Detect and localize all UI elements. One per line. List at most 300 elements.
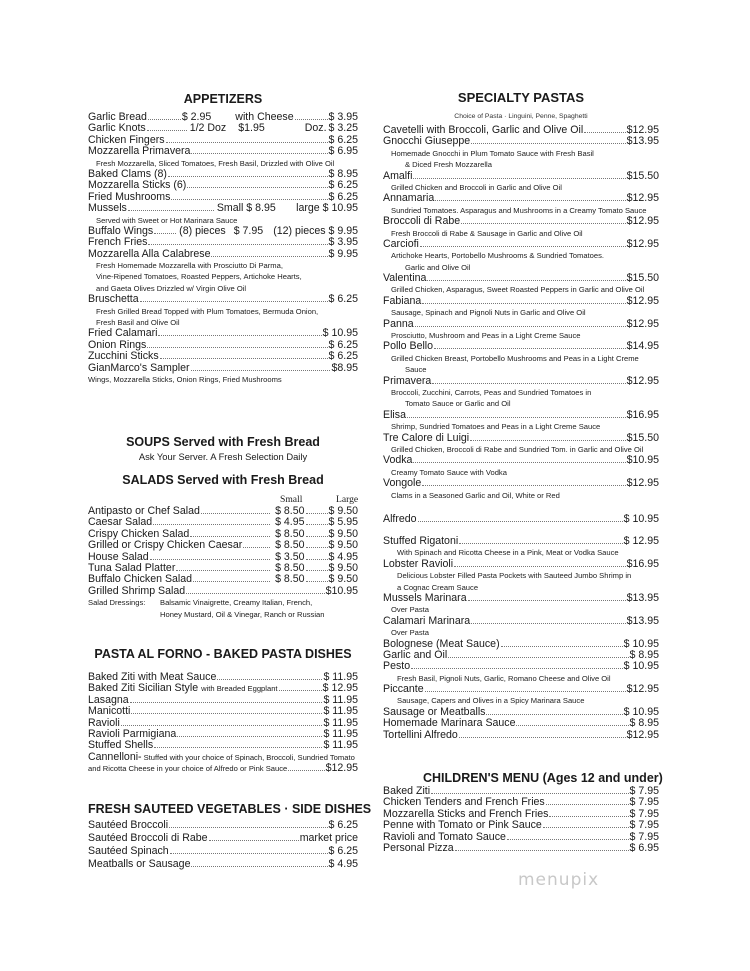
sides-list — [88, 819, 358, 871]
menu-item — [88, 351, 358, 362]
item-description: Delicious Lobster Filled Pasta Pockets with Sauteed Jumbo Shrimp in — [397, 571, 632, 581]
item-name: Chicken Fingers — [88, 133, 165, 146]
item-price-large: $ 9.50 — [328, 505, 358, 517]
dot-leader — [121, 725, 323, 726]
item-name: Amalfi — [383, 169, 413, 182]
item-price: $ 11.95 — [323, 693, 358, 706]
dot-leader — [422, 485, 625, 486]
menu-item — [88, 586, 358, 597]
item-name: Mussels Marinara — [383, 591, 467, 604]
item-name: Mozzarella Alla Calabrese — [88, 247, 211, 260]
item-name: Baked Ziti with Meat Sauce — [88, 671, 217, 683]
item-description: Fresh Grilled Bread Topped with Plum Tomatoes, Bermuda Onion, — [96, 306, 319, 316]
specialty-heading: SPECIALTY PASTAS — [457, 90, 585, 105]
item-name: GianMarco's Sampler — [88, 361, 190, 374]
item-variant: (8) pieces — [179, 224, 226, 237]
dot-leader — [169, 827, 327, 828]
item-name: Buffalo Chicken Salad — [88, 573, 193, 586]
item-description: Served with Sweet or Hot Marinara Sauce — [96, 215, 238, 225]
dot-leader — [153, 524, 269, 525]
item-price: $ 6.95 — [629, 841, 659, 854]
item-price: $12.95 — [626, 683, 659, 696]
item-price: $ 6.25 — [328, 338, 358, 351]
sides-heading: FRESH SAUTEED VEGETABLES · SIDE DISHES — [88, 802, 372, 816]
item-price: $ 11.95 — [323, 705, 358, 718]
children-heading: CHILDREN'S MENU (Ages 12 and under) — [423, 771, 663, 785]
dot-leader — [217, 679, 322, 680]
dot-leader — [306, 536, 328, 537]
soups-note: Ask Your Server. A Fresh Selection Daily — [138, 451, 308, 462]
menu-item — [383, 536, 659, 547]
menu-item — [383, 273, 659, 284]
menu-item — [383, 843, 659, 854]
item-name: Ravioli and Tomato Sauce — [383, 830, 506, 843]
item-name: Mozzarella Sticks and French Fries — [383, 807, 549, 820]
item-name: Mozzarella Sticks (6) — [88, 179, 187, 192]
item-price: $ 8.95 — [328, 167, 358, 180]
menu-item — [383, 319, 659, 330]
children-list — [383, 786, 659, 854]
item-name: Zucchini Sticks — [88, 350, 159, 363]
item-price: $ 6.25 — [328, 845, 358, 857]
menu-item — [88, 832, 358, 845]
item-name: Piccante — [383, 683, 424, 696]
size-large-label: Large — [336, 494, 359, 505]
specialty-list-2 — [383, 514, 659, 525]
item-name: Garlic and Oil — [383, 648, 448, 661]
item-price: $ 8.95 — [629, 648, 659, 661]
item-name: Carciofi — [383, 237, 419, 250]
dot-leader — [448, 657, 628, 658]
item-price: $ 10.95 — [623, 513, 659, 525]
item-name: Chicken Tenders and French Fries — [383, 796, 545, 809]
dot-leader — [158, 335, 321, 336]
item-description: Sundried Tomatoes. Asparagus and Mushrooms in a Creamy Tomato Sauce — [391, 205, 647, 215]
specialty-list — [383, 125, 659, 501]
item-price: $12.95 — [626, 237, 659, 250]
menu-item-mussels — [88, 203, 358, 214]
dot-leader — [461, 223, 625, 224]
dot-leader — [306, 559, 328, 560]
item-description: Prosciutto, Mushroom and Peas in a Light Creme Sauce — [391, 331, 581, 341]
item-description: Sausage, Spinach and Pignoli Nuts in Garlic and Olive Oil — [391, 308, 586, 318]
item-price-small: $ 8.50 — [275, 539, 305, 552]
item-price: $ 4.95 — [328, 858, 358, 870]
item-price: $12.95 — [626, 728, 659, 741]
item-name: Bolognese (Meat Sauce) — [383, 637, 500, 650]
menu-item — [383, 410, 659, 421]
item-name: Buffalo Wings — [88, 224, 154, 237]
dot-leader — [148, 119, 181, 120]
item-price: $ 3.95 — [328, 236, 358, 249]
item-price-large: $ 9.50 — [328, 527, 358, 540]
appetizers-list — [88, 112, 358, 385]
item-name: Baked Ziti — [383, 785, 431, 797]
item-description: & Diced Fresh Mozzarella — [405, 160, 492, 170]
item-price: $ 7.95 — [629, 796, 659, 809]
item-price: $12.95 — [626, 317, 659, 330]
dot-leader — [418, 521, 623, 522]
item-price-large: $ 4.95 — [328, 550, 358, 563]
item-price-small: $ 8.50 — [275, 561, 305, 574]
item-description: Grilled Chicken, Asparagus, Sweet Roasted Peppers in Garlic and Olive Oil — [391, 285, 645, 295]
menu-item — [383, 433, 659, 444]
dot-leader — [516, 725, 628, 726]
dot-leader — [543, 827, 629, 828]
item-price-2: $ 3.95 — [328, 111, 358, 123]
dot-leader — [191, 866, 327, 867]
item-name: Pollo Bello — [383, 340, 434, 353]
item-price: $13.95 — [626, 591, 659, 604]
item-description: Over Pasta — [391, 628, 429, 638]
item-name: Grilled or Crispy Chicken Caesar — [88, 539, 243, 552]
item-description: Homemade Gnocchi in Plum Tomato Sauce with Fresh Basil — [391, 148, 594, 158]
item-price-large: $ 9.50 — [328, 573, 358, 586]
item-name: French Fries — [88, 236, 148, 249]
menu-item — [383, 820, 659, 831]
menu-item — [88, 706, 358, 717]
salads-list — [88, 494, 358, 620]
item-description: Grilled Chicken Breast, Portobello Mushrooms and Peas in a Light Creme — [391, 353, 639, 363]
item-name: Sautéed Broccoli di Rabe — [88, 832, 208, 844]
dot-leader — [306, 581, 328, 582]
item-price: $ 7.95 — [629, 785, 659, 797]
appetizers-heading: APPETIZERS — [183, 92, 263, 106]
menu-item — [383, 684, 659, 695]
item-description: Clams in a Seasoned Garlic and Oil, White or Red — [391, 490, 560, 500]
salad-dressings-2 — [88, 609, 358, 620]
item-name: Caesar Salad — [88, 516, 153, 529]
menu-item — [383, 593, 659, 604]
item-name: Ravioli Parmigiana — [88, 727, 177, 740]
item-price: $12.95 — [325, 762, 358, 775]
menu-item — [88, 363, 358, 374]
dot-leader — [486, 714, 622, 715]
item-price: $ 2.95 — [181, 111, 212, 123]
menu-item — [383, 341, 659, 352]
dot-leader — [154, 747, 322, 748]
item-price: $ 7.95 — [629, 807, 659, 820]
menu-item — [383, 216, 659, 227]
dot-leader — [148, 244, 327, 245]
item-price: $ 6.25 — [328, 819, 358, 831]
item-price: $ 8.95 — [629, 717, 659, 730]
menu-item — [383, 478, 659, 489]
menu-item — [383, 296, 659, 307]
item-description: Broccoli, Zucchini, Carrots, Peas and Sundried Tomatoes in — [391, 387, 592, 397]
item-name: Personal Pizza — [383, 841, 454, 854]
salads-heading: SALADS Served with Fresh Bread — [122, 473, 324, 487]
item-price: $ 12.95 — [623, 535, 659, 547]
menu-item — [383, 193, 659, 204]
item-price: $15.50 — [626, 431, 659, 444]
dot-leader — [170, 853, 328, 854]
item-description: a Cognac Cream Sauce — [397, 582, 479, 592]
menu-item — [383, 730, 659, 741]
item-price: $ 12.95 — [322, 682, 358, 695]
item-description: Fresh Basil and Olive Oil — [96, 318, 180, 328]
dot-leader — [549, 816, 628, 817]
menupix-watermark: menupix — [518, 870, 600, 890]
item-description: Vine-Ripened Tomatoes, Roasted Peppers, Artichoke Hearts, — [96, 272, 302, 282]
item-variant: with Cheese — [235, 111, 294, 123]
dot-leader — [147, 347, 327, 348]
item-price: $13.95 — [626, 614, 659, 627]
item-price-large: $ 5.95 — [328, 516, 358, 529]
item-price: $ 6.25 — [328, 190, 358, 203]
item-price: $ 11.95 — [323, 716, 358, 729]
item-name: Baked Ziti Sicilian Style — [88, 682, 199, 695]
item-price: $ 6.25 — [328, 133, 358, 146]
item-name: Gnocchi Giuseppe — [383, 135, 471, 148]
item-description: Grilled Chicken, Broccoli di Rabe and Sundried Tom. in Garlic and Olive Oil — [391, 444, 644, 454]
forno-list — [88, 672, 358, 775]
dot-leader — [427, 280, 625, 281]
item-price: $16.95 — [626, 557, 659, 570]
dot-leader — [459, 737, 626, 738]
item-price: $ 7.95 — [233, 224, 264, 237]
dressings-list: Balsamic Vinaigrette, Creamy Italian, French, — [160, 598, 313, 608]
menu-item — [383, 239, 659, 250]
item-description: Fresh Mozzarella, Sliced Tomatoes, Fresh Basil, Drizzled with Olive Oil — [96, 158, 335, 168]
item-name: Ravioli — [88, 716, 120, 729]
item-price-small: $ 8.50 — [275, 527, 305, 540]
menu-item — [383, 514, 659, 525]
item-price: $15.50 — [626, 272, 659, 285]
item-price: $ 7.95 — [629, 819, 659, 832]
dot-leader — [501, 646, 623, 647]
item-description: Stuffed with your choice of Spinach, Broccoli, Sundried Tomato — [143, 752, 355, 762]
dot-leader — [413, 178, 625, 179]
item-name: Cavetelli with Broccoli, Garlic and Olive Oil — [383, 124, 584, 136]
menu-item — [88, 819, 358, 832]
item-name: Cannelloni- — [88, 750, 142, 763]
item-name: Baked Clams (8) — [88, 167, 167, 180]
menu-item — [383, 718, 659, 729]
item-name: Lasagna — [88, 693, 129, 706]
dot-leader — [306, 524, 328, 525]
item-name: Antipasto or Chef Salad — [88, 505, 200, 517]
item-description: Over Pasta — [391, 605, 429, 615]
dot-leader — [168, 176, 328, 177]
item-price-small: $ 8.50 — [275, 573, 305, 586]
item-name: Annamaria — [383, 192, 435, 205]
item-name: Grilled Shrimp Salad — [88, 584, 186, 597]
item-price: $ 11.95 — [323, 739, 358, 752]
item-price-large: $ 9.50 — [328, 539, 358, 552]
soups-heading: SOUPS Served with Fresh Bread — [126, 435, 320, 449]
item-name: Onion Rings — [88, 338, 147, 351]
dot-leader — [171, 199, 327, 200]
item-price: market price — [299, 832, 358, 844]
dot-leader — [413, 462, 625, 463]
dot-leader — [470, 440, 625, 441]
menu-item — [88, 237, 358, 248]
item-price: $12.95 — [626, 294, 659, 307]
dot-leader — [201, 513, 270, 514]
item-name: Pesto — [383, 660, 411, 673]
item-description: and Gaeta Olives Drizzled w/ Virgin Olive Oil — [96, 283, 247, 293]
forno-heading: PASTA AL FORNO - BAKED PASTA DISHES — [94, 647, 352, 661]
item-price-large: large $ 10.95 — [296, 202, 358, 215]
item-description: Sauce — [405, 365, 427, 375]
dot-leader — [546, 804, 629, 805]
item-description: Sausage, Capers and Olives in a Spicy Marinara Sauce — [397, 696, 585, 706]
menu-item — [383, 650, 659, 661]
menu-item — [383, 559, 659, 570]
dot-leader — [176, 570, 269, 571]
menu-item — [383, 455, 659, 466]
item-name: Primavera — [383, 374, 432, 387]
item-price-2: $ 3.25 — [328, 122, 358, 135]
item-price-small: Small $ 8.95 — [216, 202, 276, 215]
dot-leader — [209, 840, 299, 841]
menu-item — [383, 616, 659, 627]
item-name: Tuna Salad Platter — [88, 561, 176, 574]
dot-leader — [407, 417, 626, 418]
item-detail: with Breaded Eggplant — [201, 684, 278, 694]
dot-leader — [190, 536, 269, 537]
item-name: Tre Calore di Luigi — [383, 431, 470, 444]
pasta-choice-note: Choice of Pasta · Linguini, Penne, Spaghetti — [454, 113, 588, 120]
item-price: $ 7.95 — [629, 830, 659, 843]
item-price: $ 10.95 — [623, 705, 659, 718]
item-name: Panna — [383, 317, 414, 330]
item-price: $15.50 — [626, 169, 659, 182]
dot-leader — [295, 119, 328, 120]
dot-leader — [425, 691, 626, 692]
dot-leader — [420, 246, 626, 247]
dot-leader — [187, 187, 327, 188]
item-price-small: $ 3.50 — [275, 550, 305, 563]
item-description: Wings, Mozzarella Sticks, Onion Rings, Fried Mushrooms — [88, 374, 282, 384]
dot-leader — [306, 570, 328, 571]
item-name: Garlic Knots — [88, 122, 146, 135]
item-price: $10.95 — [626, 454, 659, 467]
item-description: Grilled Chicken and Broccoli in Garlic and Olive Oil — [391, 182, 562, 192]
menu-item — [88, 146, 358, 157]
dot-leader — [432, 383, 625, 384]
spacer — [88, 609, 160, 620]
item-description: and Ricotta Cheese in your choice of Alfredo or Pink Sauce — [88, 764, 288, 774]
item-name: Fried Mushrooms — [88, 190, 171, 203]
dot-leader — [471, 623, 625, 624]
menu-item — [383, 376, 659, 387]
dot-leader — [306, 513, 328, 514]
item-description: Fresh Broccoli di Rabe & Sausage in Garlic and Olive Oil — [391, 228, 583, 238]
item-name: Sausage or Meatballs — [383, 705, 486, 718]
item-name: Calamari Marinara — [383, 614, 471, 627]
salad-size-headers — [88, 494, 358, 506]
item-name: Vongole — [383, 477, 422, 490]
dot-leader — [191, 153, 327, 154]
menu-item — [88, 294, 358, 305]
item-description: Shrimp, Sundried Tomatoes and Peas in a Light Creme Sauce — [391, 422, 601, 432]
dot-leader — [411, 668, 623, 669]
item-price: $8.95 — [331, 361, 358, 374]
dot-leader — [507, 839, 629, 840]
item-price: $1.95 — [238, 122, 265, 135]
menu-item — [88, 858, 358, 871]
menu-item — [88, 540, 358, 551]
item-price-2: (12) pieces $ 9.95 — [273, 224, 358, 237]
dot-leader — [455, 850, 629, 851]
item-variant-2: Doz. — [304, 122, 327, 135]
menu-item — [383, 661, 659, 672]
item-price-small: $ 8.50 — [275, 505, 305, 517]
dot-leader — [431, 793, 628, 794]
menu-item-cannelloni-2 — [88, 763, 358, 774]
item-name: Penne with Tomato or Pink Sauce — [383, 819, 542, 832]
salad-dressings — [88, 597, 358, 608]
dot-leader — [279, 690, 322, 691]
size-small-label: Small — [280, 494, 303, 505]
item-description: Creamy Tomato Sauce with Vodka — [391, 467, 507, 477]
dot-leader — [186, 593, 324, 594]
dot-leader — [191, 370, 331, 371]
dot-leader — [584, 132, 625, 133]
dot-leader — [434, 348, 626, 349]
dot-leader — [150, 559, 270, 560]
item-name: Meatballs or Sausage — [88, 858, 191, 870]
item-name: Vodka — [383, 454, 413, 467]
specialty-list-3 — [383, 536, 659, 741]
dot-leader — [154, 233, 176, 234]
dot-leader — [128, 210, 214, 211]
item-name: House Salad — [88, 550, 149, 563]
dot-leader — [140, 301, 328, 302]
item-price: $12.95 — [626, 215, 659, 228]
item-description: Fresh Basil, Pignoli Nuts, Garlic, Romano Cheese and Olive Oil — [397, 673, 611, 683]
item-price: $16.95 — [626, 408, 659, 421]
dressings-label: Salad Dressings: — [88, 598, 146, 608]
dot-leader — [193, 581, 269, 582]
item-price-small: $ 4.95 — [275, 516, 305, 529]
item-price: $12.95 — [626, 192, 659, 205]
item-price: $ 11.95 — [323, 727, 358, 740]
item-description: Garlic and Olive Oil — [405, 262, 471, 272]
item-price: $ 6.25 — [328, 179, 358, 192]
item-description: Artichoke Hearts, Portobello Mushrooms & Sundried Tomatoes. — [391, 251, 605, 261]
item-name: Fabiana — [383, 294, 422, 307]
item-description: Tomato Sauce or Garlic and Oil — [405, 399, 511, 409]
dot-leader — [454, 566, 626, 567]
item-name: Bruschetta — [88, 293, 139, 306]
menu-item — [383, 136, 659, 147]
dot-leader — [147, 130, 187, 131]
item-name: Elisa — [383, 408, 406, 421]
dressings-list: Honey Mustard, Oil & Vinegar, Ranch or Russian — [160, 609, 325, 619]
item-price: $12.95 — [626, 477, 659, 490]
item-name: Crispy Chicken Salad — [88, 527, 190, 540]
item-name: Alfredo — [383, 513, 417, 525]
item-variant: 1/2 Doz — [189, 122, 227, 135]
dot-leader — [130, 702, 323, 703]
item-name: Lobster Ravioli — [383, 557, 454, 570]
dot-leader — [288, 770, 324, 771]
item-price: $12.95 — [626, 374, 659, 387]
dot-leader — [131, 713, 322, 714]
item-price: $ 11.95 — [323, 671, 358, 683]
item-name: Sautéed Broccoli — [88, 819, 169, 831]
item-name: Mussels — [88, 202, 127, 215]
item-name: Homemade Marinara Sauce — [383, 717, 516, 730]
item-price: $14.95 — [626, 340, 659, 353]
item-name: Manicotti — [88, 705, 131, 718]
dot-leader — [177, 736, 322, 737]
dot-leader — [166, 142, 328, 143]
menu-item — [88, 845, 358, 858]
